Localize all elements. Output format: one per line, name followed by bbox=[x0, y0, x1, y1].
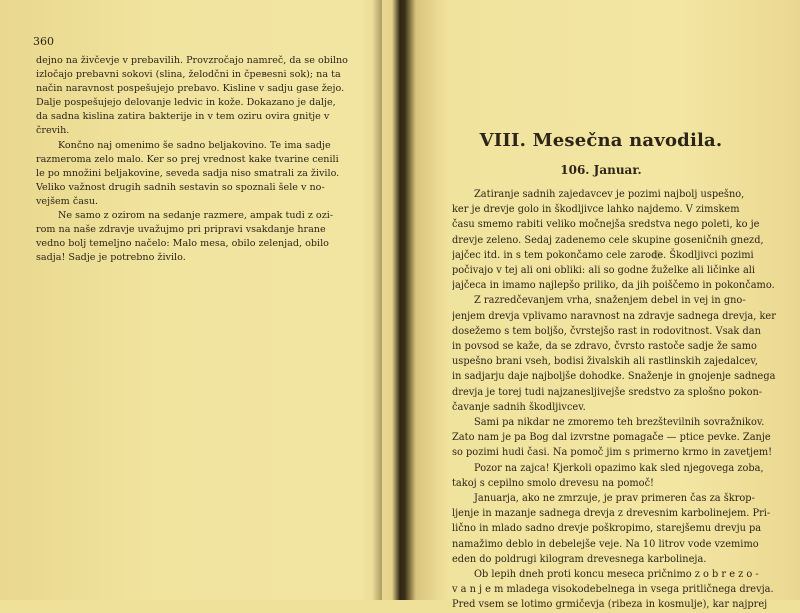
text-line: počivajo v tej ali oni obliki: ali so godne žuželke ali ličinke ali bbox=[452, 265, 756, 277]
text-line: jajčeca in imamo najlepšo priliko, da jih poiščemo in pokončamo. bbox=[452, 280, 775, 292]
text-line: jajčec itd. in s tem pokončamo cele zarode. Škodljivci pozimi bbox=[452, 249, 754, 261]
text-line: izločajo prebavni sokovi (slina, želodčni in čревesni sok); na ta bbox=[36, 69, 341, 81]
text-line: drevje zeleno. Sedaj zadenemo cele skupine goseničnih gnezd, bbox=[452, 234, 764, 246]
text-line: Ne samo z ozirom na sedanje razmere, ampak tudi z ozi- bbox=[58, 210, 334, 222]
text-line: v a n j e m mladega visokodebelnega in vsega pritličnega drevja. bbox=[452, 584, 774, 596]
text-line: način naravnost pospešujejo prebavo. Kisline v sadju gase žejo. bbox=[36, 83, 345, 95]
text-line: čavanje sadnih škodljivcev. bbox=[452, 401, 586, 413]
page-number: 360 bbox=[33, 35, 54, 48]
text-line: Pred vsem se lotimo grmičevja (ribeza in kosmulje), kar najprej bbox=[452, 599, 768, 611]
text-line: jenjem drevja vplivamo naravnost na zdravje sadnega drevja, ker bbox=[452, 310, 776, 322]
text-line: vedno bolj temeljno načelo: Malo mesa, obilo zelenjad, obilo bbox=[36, 238, 329, 250]
text-line: dejno na živčevje v prebavilih. Provzročajo namreč, da se obilno bbox=[36, 55, 348, 66]
text-line: Dalje pospešujejo delovanje ledvic in kože. Dokazano je dalje, bbox=[36, 97, 336, 109]
text-line: Zato nam je pa Bog dal izvrstne pomagače — ptice pevke. Zanje bbox=[452, 432, 771, 444]
chapter-title: VIII. Mesečna navodila. bbox=[479, 130, 723, 151]
text-line: Zatiranje sadnih zajedavcev je pozimi najbolj uspešno, bbox=[474, 189, 745, 200]
text-line: vejšem času. bbox=[36, 195, 99, 207]
text-line: takoj s cepilno smolo drevesu na pomoč! bbox=[452, 477, 654, 489]
paper-stain bbox=[652, 250, 662, 260]
text-line: črevih. bbox=[36, 125, 70, 137]
text-line: Sami pa nikdar ne zmoremo teh brezštevilnih sovražnikov. bbox=[474, 417, 765, 429]
left-page-text bbox=[36, 54, 348, 265]
text-line: uspešno brani vseh, bodisi živalskih ali rastlinskih zajedalcev, bbox=[452, 356, 758, 368]
text-line: Ob lepih dneh proti koncu meseca pričnimo z o b r e z o - bbox=[474, 569, 759, 581]
text-line: le po množini beljakovine, seveda sadja niso smatrali za živilo. bbox=[36, 167, 340, 179]
left-page bbox=[0, 0, 382, 600]
text-line: in sadjarju daje najboljše dohodke. Snaženje in gnojenje sadnega bbox=[452, 371, 776, 383]
right-page bbox=[402, 0, 800, 611]
text-line: času smemo rabiti veliko močnejša sredstva nego poleti, ko je bbox=[452, 219, 760, 231]
text-line: sadja! Sadje je potrebno živilo. bbox=[36, 252, 186, 264]
text-line: dosežemo s tem boljšo, čvrstejšo rast in rodovitnost. Vsak dan bbox=[452, 325, 761, 337]
text-line: eden do poldrugi kilogram drevesnega karbolineja. bbox=[452, 553, 707, 565]
section-title: 106. Januar. bbox=[560, 163, 642, 177]
text-line: lično in mlado sadno drevje poškropimo, starejšemu drevju pa bbox=[452, 523, 762, 535]
text-line: Veliko važnost drugih sadnih sestavin so spoznali šele v no- bbox=[36, 181, 325, 193]
gutter-shadow bbox=[372, 0, 382, 600]
text-line: Pozor na zajca! Kjerkoli opazimo kak sled njegovega zoba, bbox=[474, 462, 764, 474]
text-line: da sadna kislina zatira bakterije in v tem oziru ovira gnitje v bbox=[36, 111, 330, 123]
text-line: ker je drevje golo in škodljivce lahko najdemo. V zimskem bbox=[452, 204, 740, 216]
text-line: Z razredčevanjem vrha, snaženjem debel in vej in gno- bbox=[474, 295, 746, 307]
text-line: rom na naše zdravje uvažujmo pri pripravi vsakdanje hrane bbox=[36, 224, 326, 236]
text-line: so pozimi hudi časi. Na pomoč jim s primerno krmo in zavetjem! bbox=[452, 447, 773, 459]
text-line: drevja je torej tudi najzanesljivejše sredstvo za splošno pokon- bbox=[452, 386, 763, 398]
text-line: razmeroma zelo malo. Ker so prej vrednost kake tvarine cenili bbox=[36, 153, 339, 165]
text-line: namažimo deblo in debelejše veje. Na 10 litrov vode vzemimo bbox=[452, 538, 759, 550]
text-line: Januarja, ako ne zmrzuje, je prav primeren čas za škrop- bbox=[474, 493, 755, 505]
text-line: Končno naj omenimo še sadno beljakovino. Te ima sadje bbox=[58, 139, 331, 151]
text-line: ljenje in mazanje sadnega drevja z drevesnim karbolinejem. Pri- bbox=[452, 508, 771, 520]
right-page-text bbox=[452, 187, 782, 613]
text-line: in povsod se kaže, da se zdravo, čvrsto rastoče sadje že samo bbox=[452, 341, 757, 353]
